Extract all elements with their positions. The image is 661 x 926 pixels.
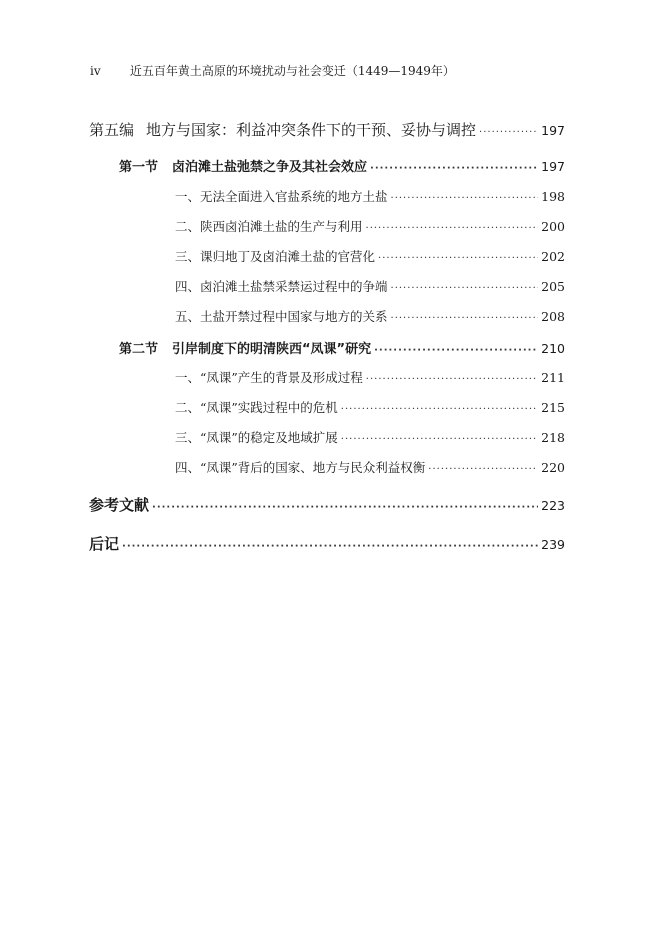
toc-entry-subsection[interactable] (175, 458, 565, 476)
running-header (90, 62, 455, 79)
page-number: 208 (541, 309, 565, 324)
toc-entry-postscript[interactable] (89, 533, 565, 554)
toc-entry-subsection[interactable] (175, 428, 565, 446)
references-title: 参考文献 (89, 496, 150, 514)
subsection-title: 二、“凤课”实践过程中的危机 (175, 400, 338, 415)
toc-entry-subsection[interactable] (175, 368, 565, 386)
dot-leader (366, 374, 538, 385)
dot-leader (479, 127, 538, 138)
dot-leader (370, 163, 538, 174)
postscript-title: 后记 (89, 535, 120, 553)
section-title: 引岸制度下的明清陕西“凤课”研究 (172, 342, 372, 357)
page-number: 211 (541, 370, 565, 385)
subsection-title: 四、卤泊滩土盐禁采禁运过程中的争端 (175, 279, 388, 294)
page-number: 210 (541, 341, 565, 356)
dot-leader (341, 434, 538, 445)
dot-leader (391, 313, 539, 324)
section-number: 第一节 (119, 160, 159, 175)
toc-entry-section-1[interactable] (119, 156, 565, 175)
book-title: 近五百年黄土高原的环境扰动与社会变迁（1449—1949年） (129, 64, 455, 78)
toc-entry-subsection[interactable] (175, 247, 565, 265)
part-number: 第五编 (89, 121, 135, 139)
subsection-title: 三、课归地丁及卤泊滩土盐的官营化 (175, 249, 376, 264)
toc-entry-section-2[interactable] (119, 338, 565, 357)
page-number: 215 (541, 400, 565, 415)
subsection-title: 四、“凤课”背后的国家、地方与民众利益权衡 (175, 460, 426, 475)
toc-entry-subsection[interactable] (175, 217, 565, 235)
toc-entry-references[interactable] (89, 494, 565, 515)
dot-leader (428, 464, 538, 475)
dot-leader (391, 283, 539, 294)
dot-leader (391, 193, 539, 204)
page-number: 197 (541, 159, 565, 174)
page-number: 200 (541, 219, 565, 234)
dot-leader (122, 541, 538, 552)
page-number: 218 (541, 430, 565, 445)
page-folio: iv (90, 64, 101, 78)
toc-entry-subsection[interactable] (175, 398, 565, 416)
subsection-title: 一、“凤课”产生的背景及形成过程 (175, 370, 363, 385)
dot-leader (152, 502, 538, 513)
page-number: 202 (541, 249, 565, 264)
section-title: 卤泊滩土盐弛禁之争及其社会效应 (172, 160, 368, 175)
dot-leader (341, 404, 538, 415)
subsection-title: 一、无法全面进入官盐系统的地方土盐 (175, 189, 388, 204)
dot-leader (378, 253, 538, 264)
toc-entry-part-5[interactable] (89, 119, 565, 140)
page-number: 220 (541, 460, 565, 475)
subsection-title: 二、陕西卤泊滩土盐的生产与利用 (175, 219, 363, 234)
subsection-title: 三、“凤课”的稳定及地域扩展 (175, 430, 338, 445)
toc-entry-subsection[interactable] (175, 187, 565, 205)
page-number: 197 (541, 123, 565, 138)
dot-leader (366, 223, 539, 234)
part-title: 地方与国家：利益冲突条件下的干预、妥协与调控 (146, 121, 477, 139)
page-number: 239 (541, 537, 565, 552)
dot-leader (374, 345, 538, 356)
subsection-title: 五、土盐开禁过程中国家与地方的关系 (175, 309, 388, 324)
page-number: 205 (541, 279, 565, 294)
page-number: 198 (541, 189, 565, 204)
toc-entry-subsection[interactable] (175, 307, 565, 325)
toc-entry-subsection[interactable] (175, 277, 565, 295)
section-number: 第二节 (119, 342, 159, 357)
page-number: 223 (541, 498, 565, 513)
